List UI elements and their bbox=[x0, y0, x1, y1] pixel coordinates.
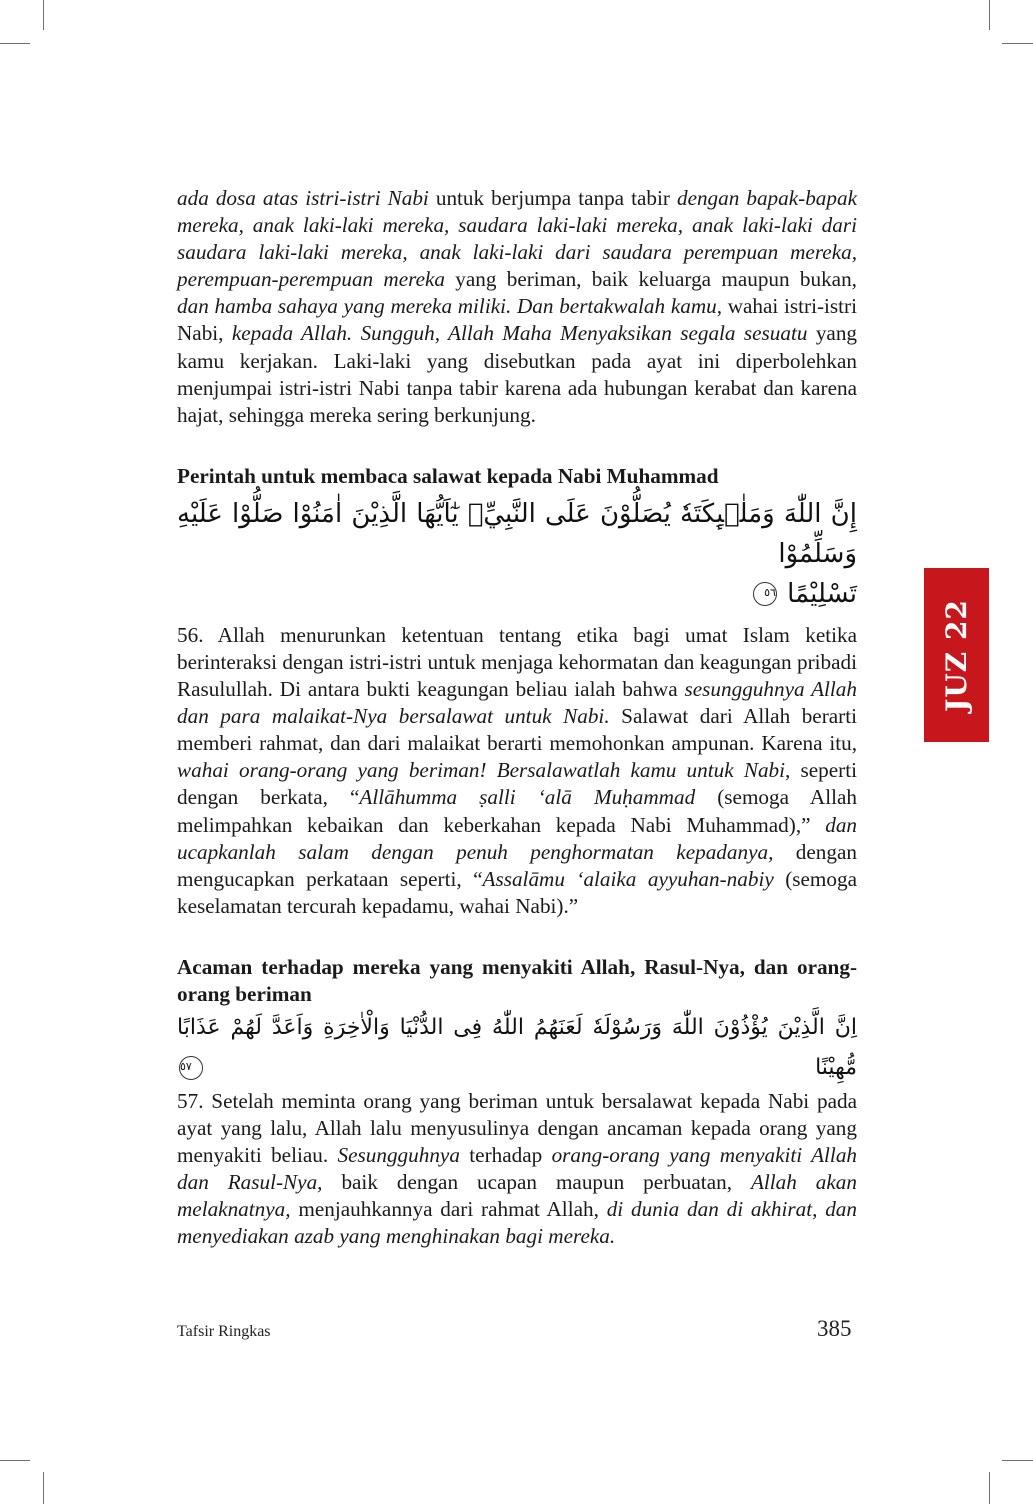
body-text: yang beriman, baik keluarga maupun bukan, bbox=[444, 267, 857, 292]
continuation-paragraph bbox=[177, 185, 857, 429]
page-number: 385 bbox=[817, 1316, 852, 1341]
running-footer-title: Tafsir Ringkas bbox=[177, 1323, 271, 1340]
body-text: yang kamu kerjakan. Laki-laki yang disebutkan pada ayat ini diperbolehkan menjumpai istri-istri Nabi tanpa tabir karena ada hubungan kerabat dan karena hajat, sehingga mereka sering berkunjung. bbox=[177, 321, 858, 427]
body-text: (semoga keselamatan tercurah kepadamu, wahai Nabi).” bbox=[177, 866, 857, 918]
juz-tab bbox=[924, 568, 989, 742]
arabic-verse-56-line2 bbox=[177, 574, 857, 614]
body-text: menjauhkannya dari rahmat Allah, bbox=[290, 1197, 607, 1222]
italic-quote-text: Sesungguhnya bbox=[337, 1143, 460, 1168]
body-text: 57. Setelah meminta orang yang beriman untuk bersalawat kepada Nabi pada ayat yang lalu, Allah lalu menyusulinya dengan ancaman kepada orang yang menyakiti beliau. bbox=[177, 1088, 857, 1168]
ayah-number-icon: ٥٦ bbox=[753, 582, 777, 606]
body-text: dengan mengucapkan perkataan seperti, “ bbox=[177, 839, 857, 891]
section-heading-acaman: Acaman terhadap mereka yang menyakiti Allah, Rasul-Nya, dan orang-orang beriman bbox=[177, 954, 857, 1006]
tafsir-paragraph-56 bbox=[177, 622, 857, 920]
crop-mark-bl-h bbox=[0, 1460, 30, 1461]
arabic-verse-57-text: اِنَّ الَّذِيْنَ يُؤْذُوْنَ اللّٰهَ وَرَسُوْلَهٗ لَعَنَهُمُ اللّٰهُ فِى الدُّنْيَا وَالْاٰخِرَةِ وَاَعَدَّ لَهُمْ عَذَابًا مُّهِيْنًا bbox=[177, 1014, 857, 1080]
ayah-number-icon: ٥٧ bbox=[179, 1056, 203, 1080]
body-text: Salawat dari Allah berarti memberi rahmat, dan dari malaikat berarti memohonkan ampunan. Karena itu, bbox=[177, 704, 858, 756]
crop-mark-tr-h bbox=[1002, 43, 1033, 44]
italic-quote-text: wahai orang-orang yang beriman! Bersalawatlah kamu untuk Nabi, bbox=[177, 758, 791, 783]
italic-quote-text: Assalāmu ‘alaika ayyuhan-nabiy bbox=[482, 866, 774, 891]
body-text: terhadap bbox=[459, 1143, 552, 1168]
italic-quote-text: ada dosa atas istri-istri Nabi bbox=[177, 186, 429, 210]
italic-quote-text: dan hamba sahaya yang mereka miliki. Dan bertakwalah kamu, bbox=[177, 294, 723, 319]
crop-mark-tr-v bbox=[989, 0, 990, 30]
italic-quote-text: dengan bapak-bapak mereka, anak laki-laki mereka, saudara laki-laki mereka, anak laki-laki dari saudara laki-laki mereka, anak laki-laki dari saudara perempuan mereka, perempuan-perempuan mereka bbox=[177, 186, 857, 292]
page-content bbox=[177, 185, 857, 1250]
crop-mark-tl-v bbox=[43, 0, 44, 30]
italic-quote-text: di dunia dan di akhirat, dan menyediakan azab yang menghinakan bagi mereka. bbox=[177, 1197, 857, 1249]
crop-mark-bl-v bbox=[43, 1472, 44, 1504]
italic-quote-text: Allah akan melaknatnya, bbox=[177, 1170, 857, 1222]
tafsir-paragraph-57 bbox=[177, 1088, 857, 1251]
crop-mark-br-v bbox=[989, 1472, 990, 1504]
body-text: (semoga Allah melimpahkan kebaikan dan keberkahan kepada Nabi Muhammad),” bbox=[177, 785, 858, 837]
crop-mark-tl-h bbox=[0, 43, 30, 44]
crop-mark-br-h bbox=[1002, 1460, 1033, 1461]
italic-quote-text: sesungguhnya Allah dan para malaikat-Nya bersalawat untuk Nabi. bbox=[177, 677, 857, 729]
body-text: seperti dengan berkata, “ bbox=[177, 758, 857, 810]
italic-quote-text: Allāhumma ṣalli ‘alā Muḥammad bbox=[359, 785, 696, 810]
italic-quote-text: kepada Allah. Sungguh, Allah Maha Menyaksikan segala sesuatu bbox=[231, 321, 808, 346]
arabic-verse-57 bbox=[177, 1008, 857, 1088]
section-heading-salawat: Perintah untuk membaca salawat kepada Nabi Muhammad bbox=[177, 463, 719, 488]
body-text: wahai istri-istri Nabi, bbox=[177, 294, 857, 346]
italic-quote-text: orang-orang yang menyakiti Allah dan Rasul-Nya, bbox=[177, 1143, 858, 1195]
body-text: baik dengan ucapan maupun perbuatan, bbox=[322, 1170, 751, 1195]
juz-label: JUZ 22 bbox=[940, 598, 974, 712]
body-text: 56. Allah menurunkan ketentuan tentang etika bagi umat Islam ketika berinteraksi dengan istri-istri untuk menjaga kehormatan dan keagungan pribadi Rasulullah. Di antara bukti keagungan beliau ialah bahwa bbox=[177, 622, 857, 702]
arabic-verse-56-line1: إِنَّ اللّٰهَ وَمَلٰۤىِٕكَتَهٗ يُصَلُّوْنَ عَلَى النَّبِيِّۗ يٰٓاَيُّهَا الَّذِيْنَ اٰمَنُوْا صَلُّوْا عَلَيْهِ وَسَلِّمُوْا bbox=[177, 498, 857, 569]
body-text: untuk berjumpa tanpa tabir bbox=[428, 186, 677, 210]
arabic-verse-56-end: تَسْلِيْمًا bbox=[787, 578, 857, 609]
italic-quote-text: dan ucapkanlah salam dengan penuh penghormatan kepadanya, bbox=[177, 812, 857, 864]
